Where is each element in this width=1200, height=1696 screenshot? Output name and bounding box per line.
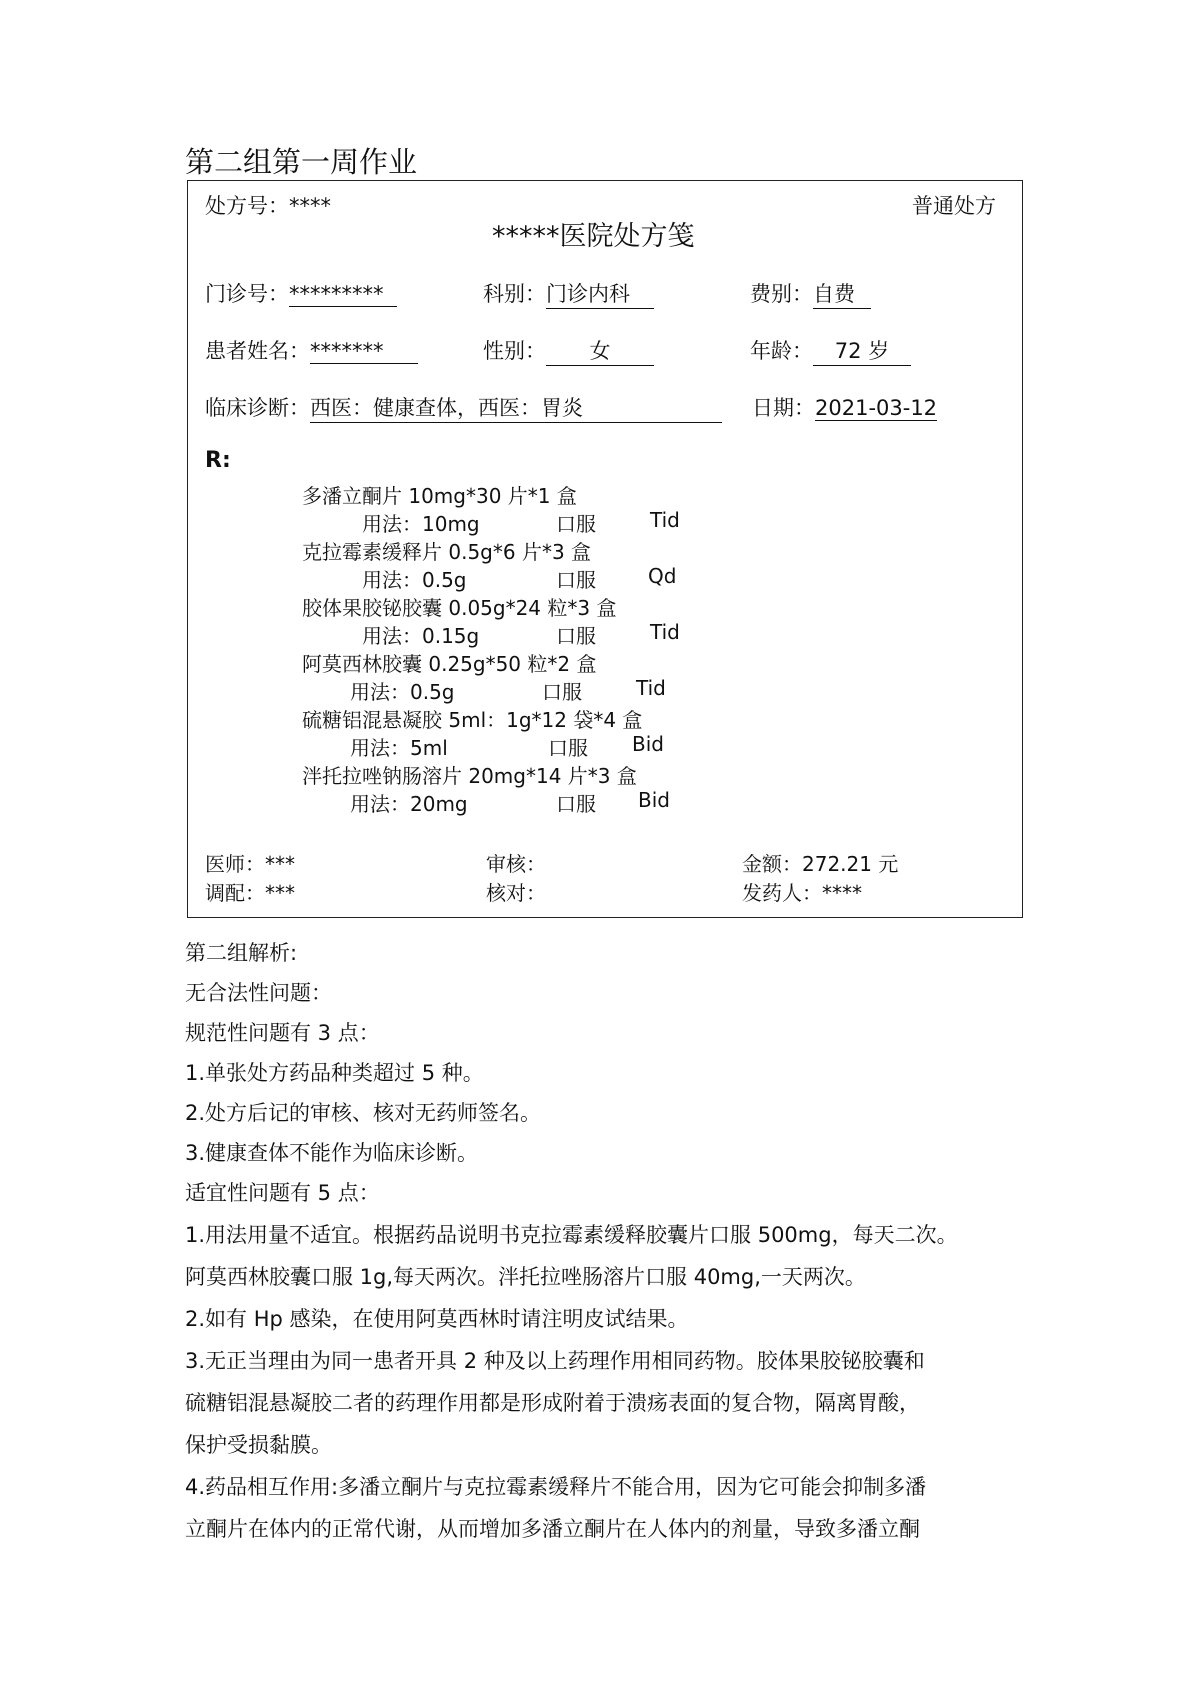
analysis-line: 3.无正当理由为同一患者开具 2 种及以上药理作用相同药物。胶体果胶铋胶囊和 bbox=[185, 1349, 925, 1373]
diagnosis-field bbox=[205, 392, 722, 423]
date-label: 日期： bbox=[752, 396, 815, 420]
sex-field bbox=[483, 335, 654, 366]
analysis-line: 阿莫西林胶囊口服 1g,每天两次。泮托拉唑肠溶片口服 40mg,一天两次。 bbox=[185, 1265, 866, 1289]
drug-route: 口服 bbox=[556, 512, 596, 536]
diagnosis-label: 临床诊断： bbox=[205, 396, 310, 420]
amount-field: 金额：272.21 元 bbox=[742, 852, 899, 876]
department-value: 门诊内科 bbox=[546, 278, 654, 309]
fee-field bbox=[750, 278, 871, 309]
drug-name: 克拉霉素缓释片 0.5g*6 片*3 盒 bbox=[302, 540, 592, 564]
prescription-type: 普通处方 bbox=[912, 194, 996, 218]
drug-frequency: Tid bbox=[650, 620, 680, 644]
analysis-line: 适宜性问题有 5 点： bbox=[185, 1181, 380, 1205]
check-field: 核对： bbox=[486, 881, 546, 905]
sex-value: 女 bbox=[546, 335, 654, 366]
diagnosis-value: 西医：健康查体，西医：胃炎 bbox=[310, 392, 722, 423]
patient-field bbox=[205, 335, 418, 365]
drug-frequency: Bid bbox=[632, 732, 664, 756]
analysis-line: 保护受损黏膜。 bbox=[185, 1433, 332, 1457]
analysis-line: 规范性问题有 3 点： bbox=[185, 1021, 380, 1045]
analysis-line: 3.健康查体不能作为临床诊断。 bbox=[185, 1141, 479, 1165]
hospital-title: *****医院处方笺 bbox=[492, 221, 695, 252]
drug-name: 泮托拉唑钠肠溶片 20mg*14 片*3 盒 bbox=[302, 764, 637, 788]
fee-value: 自费 bbox=[813, 278, 871, 309]
age-value: 72 岁 bbox=[813, 335, 911, 366]
drug-usage: 用法：0.15g bbox=[362, 624, 480, 648]
analysis-line: 硫糖铝混悬凝胶二者的药理作用都是形成附着于溃疡表面的复合物，隔离胃酸， bbox=[185, 1391, 920, 1415]
drug-route: 口服 bbox=[542, 680, 582, 704]
drug-name: 多潘立酮片 10mg*30 片*1 盒 bbox=[302, 484, 577, 508]
drug-usage: 用法：0.5g bbox=[362, 568, 467, 592]
analysis-heading: 第二组解析: bbox=[185, 941, 298, 965]
outpatient-label: 门诊号： bbox=[205, 282, 289, 306]
page-title: 第二组第一周作业 bbox=[185, 145, 418, 179]
department-label: 科别： bbox=[483, 282, 546, 306]
drug-route: 口服 bbox=[556, 792, 596, 816]
age-field bbox=[750, 335, 911, 366]
drug-route: 口服 bbox=[548, 736, 588, 760]
department-field bbox=[483, 278, 654, 309]
patient-value: ******* bbox=[310, 339, 418, 364]
drug-frequency: Qd bbox=[648, 564, 677, 588]
doctor-field: 医师：*** bbox=[205, 852, 295, 876]
analysis-line: 4.药品相互作用:多潘立酮片与克拉霉素缓释片不能合用，因为它可能会抑制多潘 bbox=[185, 1475, 927, 1499]
analysis-line: 立酮片在体内的正常代谢，从而增加多潘立酮片在人体内的剂量，导致多潘立酮 bbox=[185, 1517, 920, 1541]
outpatient-value: ********* bbox=[289, 282, 397, 307]
drug-frequency: Tid bbox=[636, 676, 666, 700]
drug-name: 阿莫西林胶囊 0.25g*50 粒*2 盒 bbox=[302, 652, 597, 676]
outpatient-field bbox=[205, 278, 397, 308]
prescription-number-label: 处方号： bbox=[205, 194, 289, 218]
analysis-line: 2.如有 Hp 感染，在使用阿莫西林时请注明皮试结果。 bbox=[185, 1307, 689, 1331]
analysis-line: 1.用法用量不适宜。根据药品说明书克拉霉素缓释胶囊片口服 500mg，每天二次。 bbox=[185, 1223, 958, 1247]
date-value: 2021-03-12 bbox=[815, 396, 938, 420]
analysis-line: 1.单张处方药品种类超过 5 种。 bbox=[185, 1061, 484, 1085]
drug-usage: 用法：0.5g bbox=[350, 680, 455, 704]
fee-label: 费别： bbox=[750, 282, 813, 306]
drug-usage: 用法：10mg bbox=[362, 512, 480, 536]
drug-name: 胶体果胶铋胶囊 0.05g*24 粒*3 盒 bbox=[302, 596, 617, 620]
patient-label: 患者姓名： bbox=[205, 339, 310, 363]
review-field: 审核： bbox=[486, 852, 546, 876]
drug-route: 口服 bbox=[556, 568, 596, 592]
analysis-line: 无合法性问题： bbox=[185, 981, 332, 1005]
analysis-line: 2.处方后记的审核、核对无药师签名。 bbox=[185, 1101, 542, 1125]
drug-usage: 用法：5ml bbox=[350, 736, 448, 760]
sex-label: 性别： bbox=[483, 339, 546, 363]
prescription-number bbox=[205, 190, 331, 220]
dispense-field: 调配：*** bbox=[205, 881, 295, 905]
age-label: 年龄： bbox=[750, 339, 813, 363]
prescription-number-value: **** bbox=[289, 194, 331, 218]
drug-frequency: Bid bbox=[638, 788, 670, 812]
drug-frequency: Tid bbox=[650, 508, 680, 532]
drug-route: 口服 bbox=[556, 624, 596, 648]
issuer-field: 发药人：**** bbox=[742, 881, 862, 905]
rx-symbol: R: bbox=[205, 448, 231, 473]
drug-usage: 用法：20mg bbox=[350, 792, 468, 816]
drug-name: 硫糖铝混悬凝胶 5ml：1g*12 袋*4 盒 bbox=[302, 708, 643, 732]
date-field bbox=[752, 392, 937, 422]
